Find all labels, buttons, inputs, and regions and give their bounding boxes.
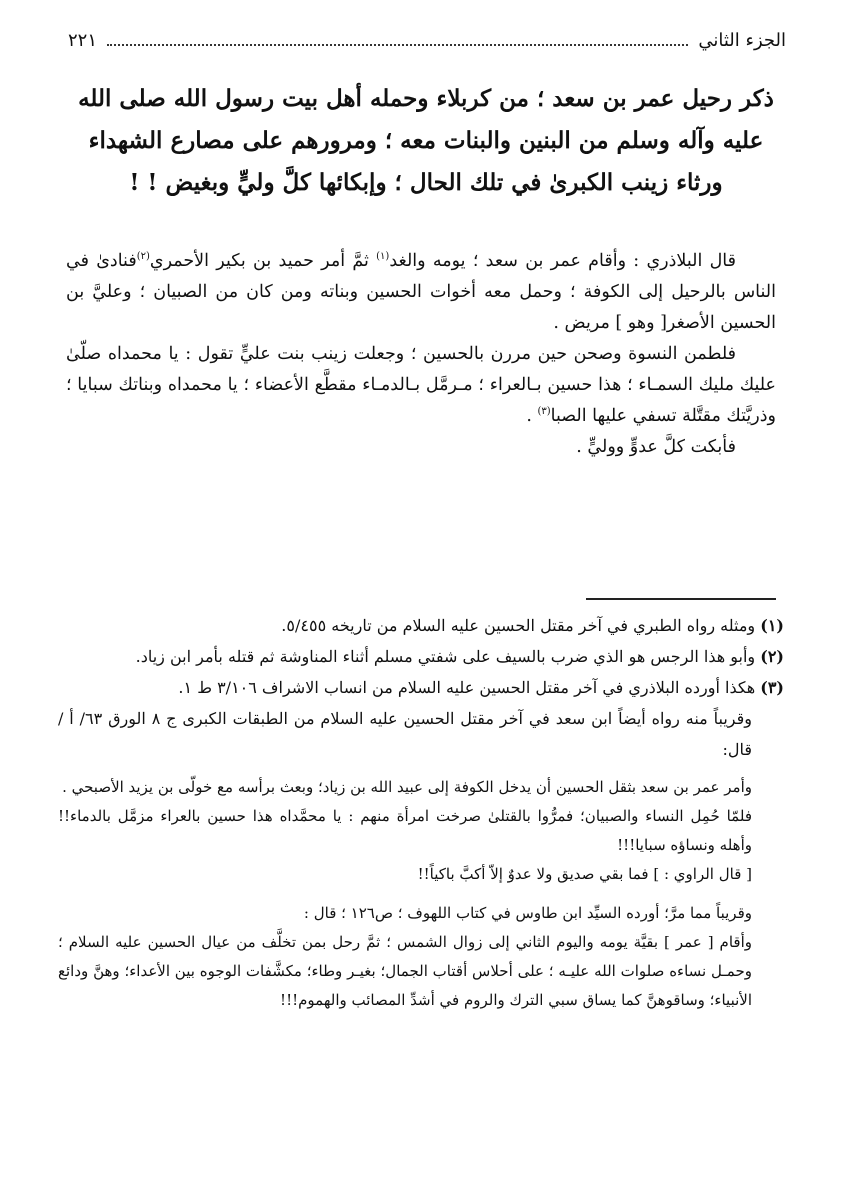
footnote-2-mark: (٢) <box>760 647 784 666</box>
heading-line: ذكر رحيل عمر بن سعد ؛ من كربلاء وحمله أهل بيت رسول الله صلى الله <box>78 85 774 112</box>
section-heading <box>60 78 792 204</box>
paragraph-1-part-c: فنادىٰ في الناس بالرحيل إلى الكوفة ؛ وحمل معه أخوات الحسين وبناته ومن كان من الصبيان ؛ وعليَّ بن الحسين الأصغر[ وهو ] مريض . <box>66 251 776 333</box>
quote-line: [ قال الراوي : ] فما بقي صديق ولا عدوٌ إلاّ أكبَّ باكياً!! <box>417 865 752 883</box>
running-header <box>68 30 786 60</box>
paragraph-2-part-a: فلطمن النسوة وصحن حين مررن بالحسين ؛ وجعلت زينب بنت عليٍّ تقول : يا محمداه صلّىٰ عليك مليك السمـاء ؛ هذا حسين بـالعراء ؛ مـرمَّل بـالدمـاء مقطَّع الأعضاء ؛ يا محمداه وبناتك سبايا ؛ وذريَّتك مقتَّلة تسفي عليها الصبا <box>66 344 776 426</box>
header-leader-dots <box>107 44 688 46</box>
footnote-3-text: هكذا أورده البلاذري في آخر مقتل الحسين عليه السلام من انساب الاشراف ٣/١٠٦ ط ١. <box>178 678 756 697</box>
footnote-1-text: ومثله رواه الطبري في آخر مقتل الحسين عليه السلام من تاريخه ٥/٤٥٥. <box>281 616 756 635</box>
quote-line: فلمّا حُمِل النساء والصبيان؛ فمرُّوا بالقتلىٰ صرخت امرأة منهم : يا محمَّداه هذا حسين بالعراء مزمَّل بالدماء!! وأهله ونساؤه سبايا!!! <box>58 807 752 854</box>
paragraph-1-part-a: قال البلاذري : وأقام عمر بن سعد ؛ يومه والغد <box>389 251 737 271</box>
footnote-2-text: وأبو هذا الرجس هو الذي ضرب بالسيف على شفتي مسلم أثناء المناوشة ثم قتله بأمر ابن زياد. <box>135 647 756 666</box>
footnote-1-mark: (١) <box>760 616 784 635</box>
paragraph-2-part-b: . <box>526 406 538 426</box>
quoted-passage <box>58 773 752 1015</box>
footnotes <box>58 610 784 1015</box>
heading-line: ورثاء زينب الكبرىٰ في تلك الحال ؛ وإبكائها كلَّ وليٍّ وبغيض ! ! <box>129 169 723 196</box>
paragraph-1 <box>66 246 776 339</box>
footnote-2 <box>58 641 784 672</box>
footnote-3-continuation: وقريباً منه رواه أيضاً ابن سعد في آخر مقتل الحسين عليه السلام من الطبقات الكبرى ج ٨ الورق ٦٣/ أ / قال: <box>58 709 752 759</box>
main-text <box>66 246 776 463</box>
paragraph-1-part-b: ثمَّ أمر حميد بن بكير الأحمري <box>149 251 377 271</box>
part-title: الجزء الثاني <box>698 30 786 51</box>
footnote-ref-1: (١) <box>376 251 390 263</box>
quote-line: وأقام [ عمر ] بقيَّة يومه واليوم الثاني إلى زوال الشمس ؛ ثمَّ رحل بمن تخلَّف من عيال الحسين عليه السلام ؛ وحمـل نساءه صلوات الله عليـه ؛ على أحلاس أقتاب الجمال؛ بغيـر وطاء؛ مكشَّفات الوجوه بين الأعداء؛ وهنَّ ودائع الأنبياء؛ وساقوهنَّ كما يساق سبي الترك والروم في أشدِّ المصائب والهموم!!! <box>58 933 752 1009</box>
quote-gap <box>58 889 752 899</box>
footnote-separator <box>586 598 776 600</box>
footnote-ref-2: (٢) <box>136 251 150 263</box>
footnote-3 <box>58 672 784 703</box>
heading-line: عليه وآله وسلم من البنين والبنات معه ؛ ومرورهم على مصارع الشهداء <box>88 127 764 154</box>
paragraph-3: فأبكت كلَّ عدوٍّ ووليٍّ . <box>576 437 736 457</box>
footnote-3-mark: (٣) <box>760 678 784 697</box>
footnote-1 <box>58 610 784 641</box>
quote-line: وأمر عمر بن سعد بثقل الحسين أن يدخل الكوفة إلى عبيد الله بن زياد؛ وبعث برأسه مع خولّى بن يزيد الأصبحي . <box>62 778 752 796</box>
quote-line: وقريباً مما مرَّ؛ أورده السيِّد ابن طاوس في كتاب اللهوف ؛ ص١٢٦ ؛ قال : <box>303 904 752 922</box>
page-number: ٢٢١ <box>68 30 98 51</box>
paragraph-2 <box>66 339 776 432</box>
footnote-ref-3: (٣) <box>537 406 551 418</box>
